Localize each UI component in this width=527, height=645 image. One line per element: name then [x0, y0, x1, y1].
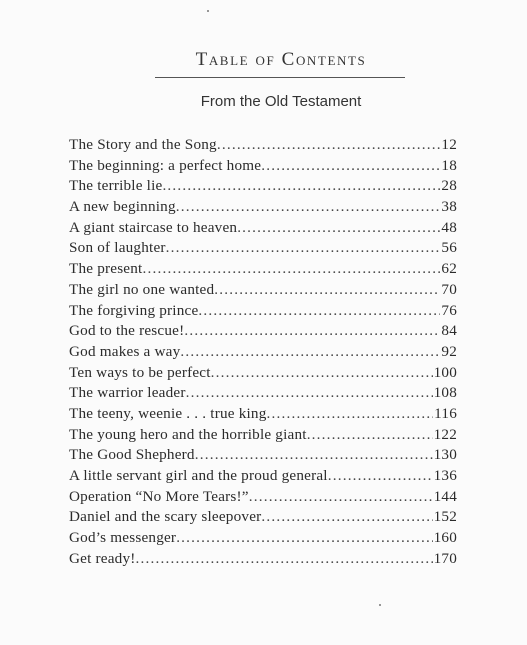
leader-dots: [261, 156, 440, 177]
toc-entry-page: 144: [433, 487, 457, 505]
leader-dots: [162, 176, 440, 197]
leader-dots: [198, 301, 440, 322]
toc-entry: [69, 321, 457, 342]
leader-dots: [176, 197, 441, 218]
leader-dots: [180, 342, 440, 363]
toc-entry-title: The beginning: a perfect home: [69, 156, 262, 174]
toc-entry: [69, 487, 457, 508]
toc-entry-page: 12: [441, 136, 457, 153]
toc-entry-title: A little servant girl and the proud general: [69, 467, 328, 484]
toc-entry-page: 160: [433, 529, 457, 547]
toc-entry-title: God makes a way: [69, 342, 181, 360]
toc-entry-title: The teeny, weenie . . . true king: [69, 404, 267, 422]
toc-entry: [69, 404, 457, 425]
toc-entry-page: 130: [433, 446, 457, 464]
leader-dots: [142, 259, 440, 280]
leader-dots: [136, 549, 433, 570]
toc-entry-page: 170: [433, 549, 457, 567]
toc-entry: [69, 425, 457, 446]
leader-dots: [217, 135, 441, 156]
toc-entry: [69, 280, 457, 301]
toc-entry: [69, 445, 457, 466]
toc-entry-page: 116: [434, 404, 457, 422]
toc-entry-title: Daniel and the scary sleepover: [69, 508, 262, 526]
section-heading: From the Old Testament: [200, 93, 362, 110]
toc-entry: [69, 383, 457, 404]
toc-entry-page: 108: [433, 384, 457, 402]
leader-dots: [186, 383, 433, 404]
toc-entry-page: 38: [441, 198, 457, 216]
toc-entry: [69, 156, 457, 177]
leader-dots: [211, 363, 433, 384]
toc-entry: [69, 549, 457, 570]
toc-entry-title: The Story and the Song: [69, 136, 217, 153]
toc-entry-page: 152: [433, 508, 457, 526]
toc-entry: [69, 342, 457, 363]
toc-entry-page: 100: [433, 363, 457, 381]
toc-entry-page: 18: [441, 156, 457, 174]
toc-entry: [69, 176, 457, 197]
leader-dots: [195, 445, 433, 466]
leader-dots: [237, 218, 440, 239]
toc-entry-page: 70: [441, 280, 457, 298]
toc-entry: [69, 301, 457, 322]
toc-entry-title: Ten ways to be perfect: [69, 363, 211, 381]
toc-entry-title: A new beginning: [69, 198, 176, 216]
toc-entry-title: The young hero and the horrible giant: [69, 425, 307, 443]
toc-entry-page: 62: [441, 260, 457, 278]
toc-entry-title: A giant staircase to heaven: [69, 218, 238, 236]
toc-entry-title: Operation “No More Tears!”: [69, 487, 249, 505]
page-title: Table of Contents: [195, 49, 367, 70]
toc-entry-page: 48: [441, 218, 457, 236]
toc-entry-page: 56: [441, 239, 457, 257]
toc-entry-title: The girl no one wanted: [69, 280, 215, 298]
leader-dots: [328, 466, 433, 487]
toc-entry-page: 84: [441, 322, 457, 340]
toc-entry-title: God’s messenger: [69, 529, 177, 547]
leader-dots: [307, 425, 433, 446]
table-of-contents: [69, 135, 457, 569]
paper-speck: [379, 604, 381, 606]
toc-entry-page: 136: [433, 467, 457, 484]
toc-entry: [69, 218, 457, 239]
leader-dots: [249, 487, 433, 508]
paper-speck: [207, 10, 209, 12]
leader-dots: [214, 280, 440, 301]
toc-entry: [69, 466, 457, 487]
toc-entry: [69, 528, 457, 549]
toc-entry-title: The warrior leader: [69, 384, 186, 402]
leader-dots: [166, 238, 441, 259]
toc-entry-page: 76: [441, 301, 457, 319]
toc-entry-title: God to the rescue!: [69, 322, 185, 340]
toc-entry-title: The terrible lie: [69, 177, 163, 195]
toc-entry: [69, 507, 457, 528]
toc-entry-page: 122: [433, 425, 457, 443]
toc-entry: [69, 135, 457, 156]
leader-dots: [261, 507, 432, 528]
toc-entry: [69, 259, 457, 280]
title-rule: [155, 77, 405, 78]
toc-entry: [69, 197, 457, 218]
toc-entry-page: 28: [441, 177, 457, 195]
toc-entry-title: The forgiving prince: [69, 301, 199, 319]
toc-entry-page: 92: [441, 342, 457, 360]
toc-entry-title: The present: [69, 260, 143, 278]
toc-entry-title: Get ready!: [69, 549, 136, 567]
toc-entry: [69, 238, 457, 259]
toc-entry-title: Son of laughter: [69, 239, 166, 257]
leader-dots: [184, 321, 440, 342]
toc-entry: [69, 363, 457, 384]
leader-dots: [267, 404, 434, 425]
toc-entry-title: The Good Shepherd: [69, 446, 195, 464]
leader-dots: [176, 528, 432, 549]
